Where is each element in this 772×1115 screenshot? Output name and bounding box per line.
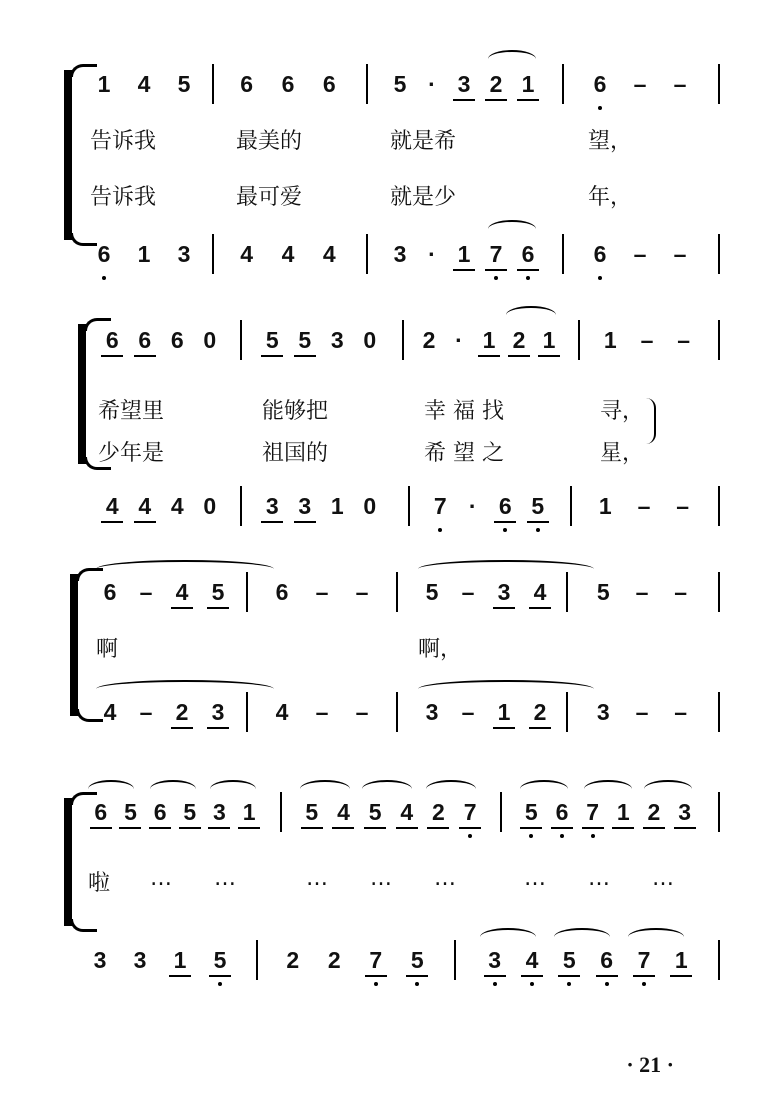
note: – bbox=[315, 578, 329, 605]
note: 4 bbox=[137, 70, 151, 97]
note: – bbox=[633, 70, 647, 97]
barline bbox=[212, 64, 214, 104]
note: 1 bbox=[668, 947, 694, 974]
measure bbox=[296, 792, 486, 832]
note: 1 bbox=[598, 492, 612, 519]
measure bbox=[84, 64, 204, 104]
note: 5 bbox=[299, 799, 325, 826]
measure bbox=[424, 486, 554, 526]
note: 1 bbox=[330, 492, 344, 519]
note: 6 bbox=[132, 327, 158, 354]
bottom-staff bbox=[0, 692, 772, 732]
lyric: 希 望 之 bbox=[424, 441, 504, 466]
note: 6 bbox=[240, 70, 254, 97]
barline bbox=[570, 486, 572, 526]
top-staff bbox=[0, 792, 772, 832]
lyric: 少年是 bbox=[98, 441, 165, 466]
note: 5 bbox=[362, 799, 388, 826]
barline bbox=[280, 792, 282, 832]
note: 7 bbox=[580, 799, 606, 826]
note: 6 bbox=[281, 70, 295, 97]
note: 6 bbox=[275, 578, 289, 605]
slur bbox=[506, 306, 556, 324]
note: 6 bbox=[91, 241, 117, 268]
note: 1 bbox=[491, 699, 517, 726]
lyric: 啊， bbox=[418, 637, 463, 662]
note: 3 bbox=[451, 71, 477, 98]
barline bbox=[240, 320, 242, 360]
barline bbox=[718, 320, 720, 360]
note: – bbox=[635, 698, 649, 725]
note: 6 bbox=[549, 799, 575, 826]
note: 2 bbox=[327, 946, 341, 973]
slur bbox=[628, 928, 684, 946]
note: 3 bbox=[672, 799, 698, 826]
note: 5 bbox=[596, 578, 610, 605]
note: 2 bbox=[527, 699, 553, 726]
note: 5 bbox=[117, 799, 143, 826]
note: 3 bbox=[205, 699, 231, 726]
measure bbox=[262, 572, 382, 612]
note: 6 bbox=[594, 947, 620, 974]
measure bbox=[226, 234, 350, 274]
note: · bbox=[455, 326, 463, 353]
note: 6 bbox=[515, 241, 541, 268]
note: – bbox=[633, 240, 647, 267]
lyric: … bbox=[588, 866, 610, 891]
note: – bbox=[461, 578, 475, 605]
note: 6 bbox=[147, 799, 173, 826]
lyric: 就是少 bbox=[390, 185, 457, 210]
note: 6 bbox=[492, 493, 518, 520]
note: – bbox=[640, 326, 654, 353]
note: 4 bbox=[132, 493, 158, 520]
lyric: … bbox=[652, 866, 674, 891]
note: 5 bbox=[205, 579, 231, 606]
note: 5 bbox=[207, 947, 233, 974]
note: 6 bbox=[103, 578, 117, 605]
note: 4 bbox=[103, 698, 117, 725]
measure bbox=[226, 64, 350, 104]
slur bbox=[480, 928, 536, 946]
barline bbox=[718, 792, 720, 832]
note: 5 bbox=[556, 947, 582, 974]
note: – bbox=[673, 70, 687, 97]
barline bbox=[396, 692, 398, 732]
measure bbox=[592, 320, 702, 360]
lyric: … bbox=[370, 866, 392, 891]
slur bbox=[150, 780, 196, 798]
measure bbox=[86, 792, 264, 832]
note: 5 bbox=[525, 493, 551, 520]
note: 2 bbox=[286, 946, 300, 973]
note: · bbox=[428, 240, 436, 267]
note: – bbox=[355, 578, 369, 605]
note: 2 bbox=[422, 326, 436, 353]
lyric: … bbox=[524, 866, 546, 891]
note: 3 bbox=[330, 326, 344, 353]
note: 7 bbox=[427, 493, 453, 520]
note: 7 bbox=[457, 799, 483, 826]
measure bbox=[262, 692, 382, 732]
slur bbox=[488, 50, 536, 68]
barline bbox=[562, 64, 564, 104]
note: – bbox=[315, 698, 329, 725]
measure bbox=[96, 320, 226, 360]
barline bbox=[240, 486, 242, 526]
top-staff bbox=[0, 320, 772, 360]
slur bbox=[362, 780, 412, 798]
barline bbox=[454, 940, 456, 980]
note: 4 bbox=[275, 698, 289, 725]
slur bbox=[88, 780, 134, 798]
note: 0 bbox=[203, 326, 217, 353]
barline bbox=[718, 572, 720, 612]
note: 5 bbox=[292, 327, 318, 354]
note: 6 bbox=[99, 327, 125, 354]
note: – bbox=[139, 578, 153, 605]
lyric: 告诉我 bbox=[90, 129, 157, 154]
note: – bbox=[674, 698, 688, 725]
note: 0 bbox=[363, 326, 377, 353]
note: 3 bbox=[292, 493, 318, 520]
note: 4 bbox=[330, 799, 356, 826]
barline bbox=[246, 692, 248, 732]
lyric: 啦 bbox=[88, 871, 111, 896]
measure bbox=[384, 234, 544, 274]
barline bbox=[366, 234, 368, 274]
measure bbox=[584, 572, 700, 612]
lyric: 告诉我 bbox=[90, 185, 157, 210]
note: · bbox=[468, 492, 477, 519]
note: – bbox=[139, 698, 153, 725]
lyric: 寻， bbox=[600, 399, 645, 424]
slur bbox=[300, 780, 350, 798]
note: 4 bbox=[169, 579, 195, 606]
note: 3 bbox=[425, 698, 439, 725]
note: – bbox=[674, 578, 688, 605]
note: 0 bbox=[203, 492, 217, 519]
measure bbox=[516, 792, 700, 832]
note: 1 bbox=[610, 799, 636, 826]
note: 2 bbox=[425, 799, 451, 826]
note: 1 bbox=[515, 71, 541, 98]
note: 6 bbox=[88, 799, 114, 826]
note: 2 bbox=[506, 327, 532, 354]
note: 7 bbox=[363, 947, 389, 974]
measure bbox=[586, 486, 702, 526]
note: 3 bbox=[596, 698, 610, 725]
measure bbox=[80, 940, 240, 980]
note: 0 bbox=[363, 492, 377, 519]
note: 4 bbox=[170, 492, 184, 519]
note: 1 bbox=[167, 947, 193, 974]
note: – bbox=[461, 698, 475, 725]
note: 4 bbox=[519, 947, 545, 974]
measure bbox=[256, 320, 386, 360]
note: 6 bbox=[587, 71, 613, 98]
note: · bbox=[428, 70, 436, 97]
barline bbox=[396, 572, 398, 612]
measure bbox=[92, 572, 236, 612]
note: – bbox=[673, 240, 687, 267]
measure bbox=[84, 234, 204, 274]
barline bbox=[408, 486, 410, 526]
note: 6 bbox=[322, 70, 336, 97]
note: 3 bbox=[177, 240, 191, 267]
top-staff bbox=[0, 64, 772, 104]
note: 4 bbox=[527, 579, 553, 606]
bottom-staff bbox=[0, 234, 772, 274]
lyric: 最美的 bbox=[236, 129, 303, 154]
measure bbox=[96, 486, 226, 526]
note: 1 bbox=[137, 240, 151, 267]
measure bbox=[580, 234, 700, 274]
note: 3 bbox=[93, 946, 107, 973]
page-number: · 21 · bbox=[626, 1052, 674, 1077]
note: 1 bbox=[451, 241, 477, 268]
note: 4 bbox=[99, 493, 125, 520]
note: 5 bbox=[177, 70, 191, 97]
measure bbox=[384, 64, 544, 104]
bottom-staff bbox=[0, 940, 772, 980]
measure bbox=[414, 572, 558, 612]
barline bbox=[256, 940, 258, 980]
barline bbox=[566, 572, 568, 612]
lyric: 希望里 bbox=[98, 399, 165, 424]
barline bbox=[566, 692, 568, 732]
note: 6 bbox=[587, 241, 613, 268]
barline bbox=[578, 320, 580, 360]
slur bbox=[520, 780, 568, 798]
lyric: 幸 福 找 bbox=[424, 399, 504, 424]
note: 4 bbox=[281, 240, 295, 267]
note: 1 bbox=[236, 799, 262, 826]
note: 3 bbox=[259, 493, 285, 520]
note: 5 bbox=[259, 327, 285, 354]
slur bbox=[584, 780, 632, 798]
note: 7 bbox=[483, 241, 509, 268]
right-brace bbox=[646, 398, 656, 444]
barline bbox=[718, 692, 720, 732]
measure bbox=[414, 320, 564, 360]
note: 5 bbox=[518, 799, 544, 826]
note: 5 bbox=[393, 70, 407, 97]
measure bbox=[414, 692, 558, 732]
slur bbox=[488, 220, 536, 238]
lyric: 祖国的 bbox=[262, 441, 329, 466]
note: 6 bbox=[170, 326, 184, 353]
note: 3 bbox=[206, 799, 232, 826]
lyric: … bbox=[306, 866, 328, 891]
lyric: 年， bbox=[588, 185, 633, 210]
measure bbox=[272, 940, 438, 980]
barline bbox=[718, 486, 720, 526]
note: 5 bbox=[404, 947, 430, 974]
lyric: 啊 bbox=[96, 637, 119, 662]
bottom-staff bbox=[0, 486, 772, 526]
note: 3 bbox=[482, 947, 508, 974]
note: – bbox=[637, 492, 651, 519]
measure bbox=[92, 692, 236, 732]
lyric: 就是希 bbox=[390, 129, 457, 154]
note: 5 bbox=[425, 578, 439, 605]
barline bbox=[718, 234, 720, 274]
barline bbox=[366, 64, 368, 104]
note: 3 bbox=[491, 579, 517, 606]
slur bbox=[644, 780, 692, 798]
note: 4 bbox=[322, 240, 336, 267]
barline bbox=[212, 234, 214, 274]
slur bbox=[210, 780, 256, 798]
note: – bbox=[677, 326, 691, 353]
barline bbox=[402, 320, 404, 360]
slur bbox=[554, 928, 610, 946]
barline bbox=[246, 572, 248, 612]
lyric: … bbox=[214, 866, 236, 891]
measure bbox=[256, 486, 386, 526]
lyric: 最可爱 bbox=[236, 185, 303, 210]
note: 2 bbox=[169, 699, 195, 726]
note: 5 bbox=[177, 799, 203, 826]
measure bbox=[584, 692, 700, 732]
measure bbox=[580, 64, 700, 104]
lyric: 能够把 bbox=[262, 399, 329, 424]
barline bbox=[562, 234, 564, 274]
note: – bbox=[355, 698, 369, 725]
lyric: 星， bbox=[600, 441, 645, 466]
note: 1 bbox=[603, 326, 617, 353]
note: 4 bbox=[394, 799, 420, 826]
note: – bbox=[635, 578, 649, 605]
note: 2 bbox=[483, 71, 509, 98]
note: 3 bbox=[133, 946, 147, 973]
note: 1 bbox=[97, 70, 111, 97]
lyric: … bbox=[434, 866, 456, 891]
note: 1 bbox=[476, 327, 502, 354]
barline bbox=[718, 940, 720, 980]
note: 4 bbox=[240, 240, 254, 267]
note: 2 bbox=[641, 799, 667, 826]
lyric: 望， bbox=[588, 129, 633, 154]
barline bbox=[718, 64, 720, 104]
barline bbox=[500, 792, 502, 832]
slur bbox=[426, 780, 476, 798]
lyric: … bbox=[150, 866, 172, 891]
note: 7 bbox=[631, 947, 657, 974]
top-staff bbox=[0, 572, 772, 612]
measure bbox=[476, 940, 700, 980]
note: 1 bbox=[536, 327, 562, 354]
note: 3 bbox=[393, 240, 407, 267]
note: – bbox=[676, 492, 690, 519]
